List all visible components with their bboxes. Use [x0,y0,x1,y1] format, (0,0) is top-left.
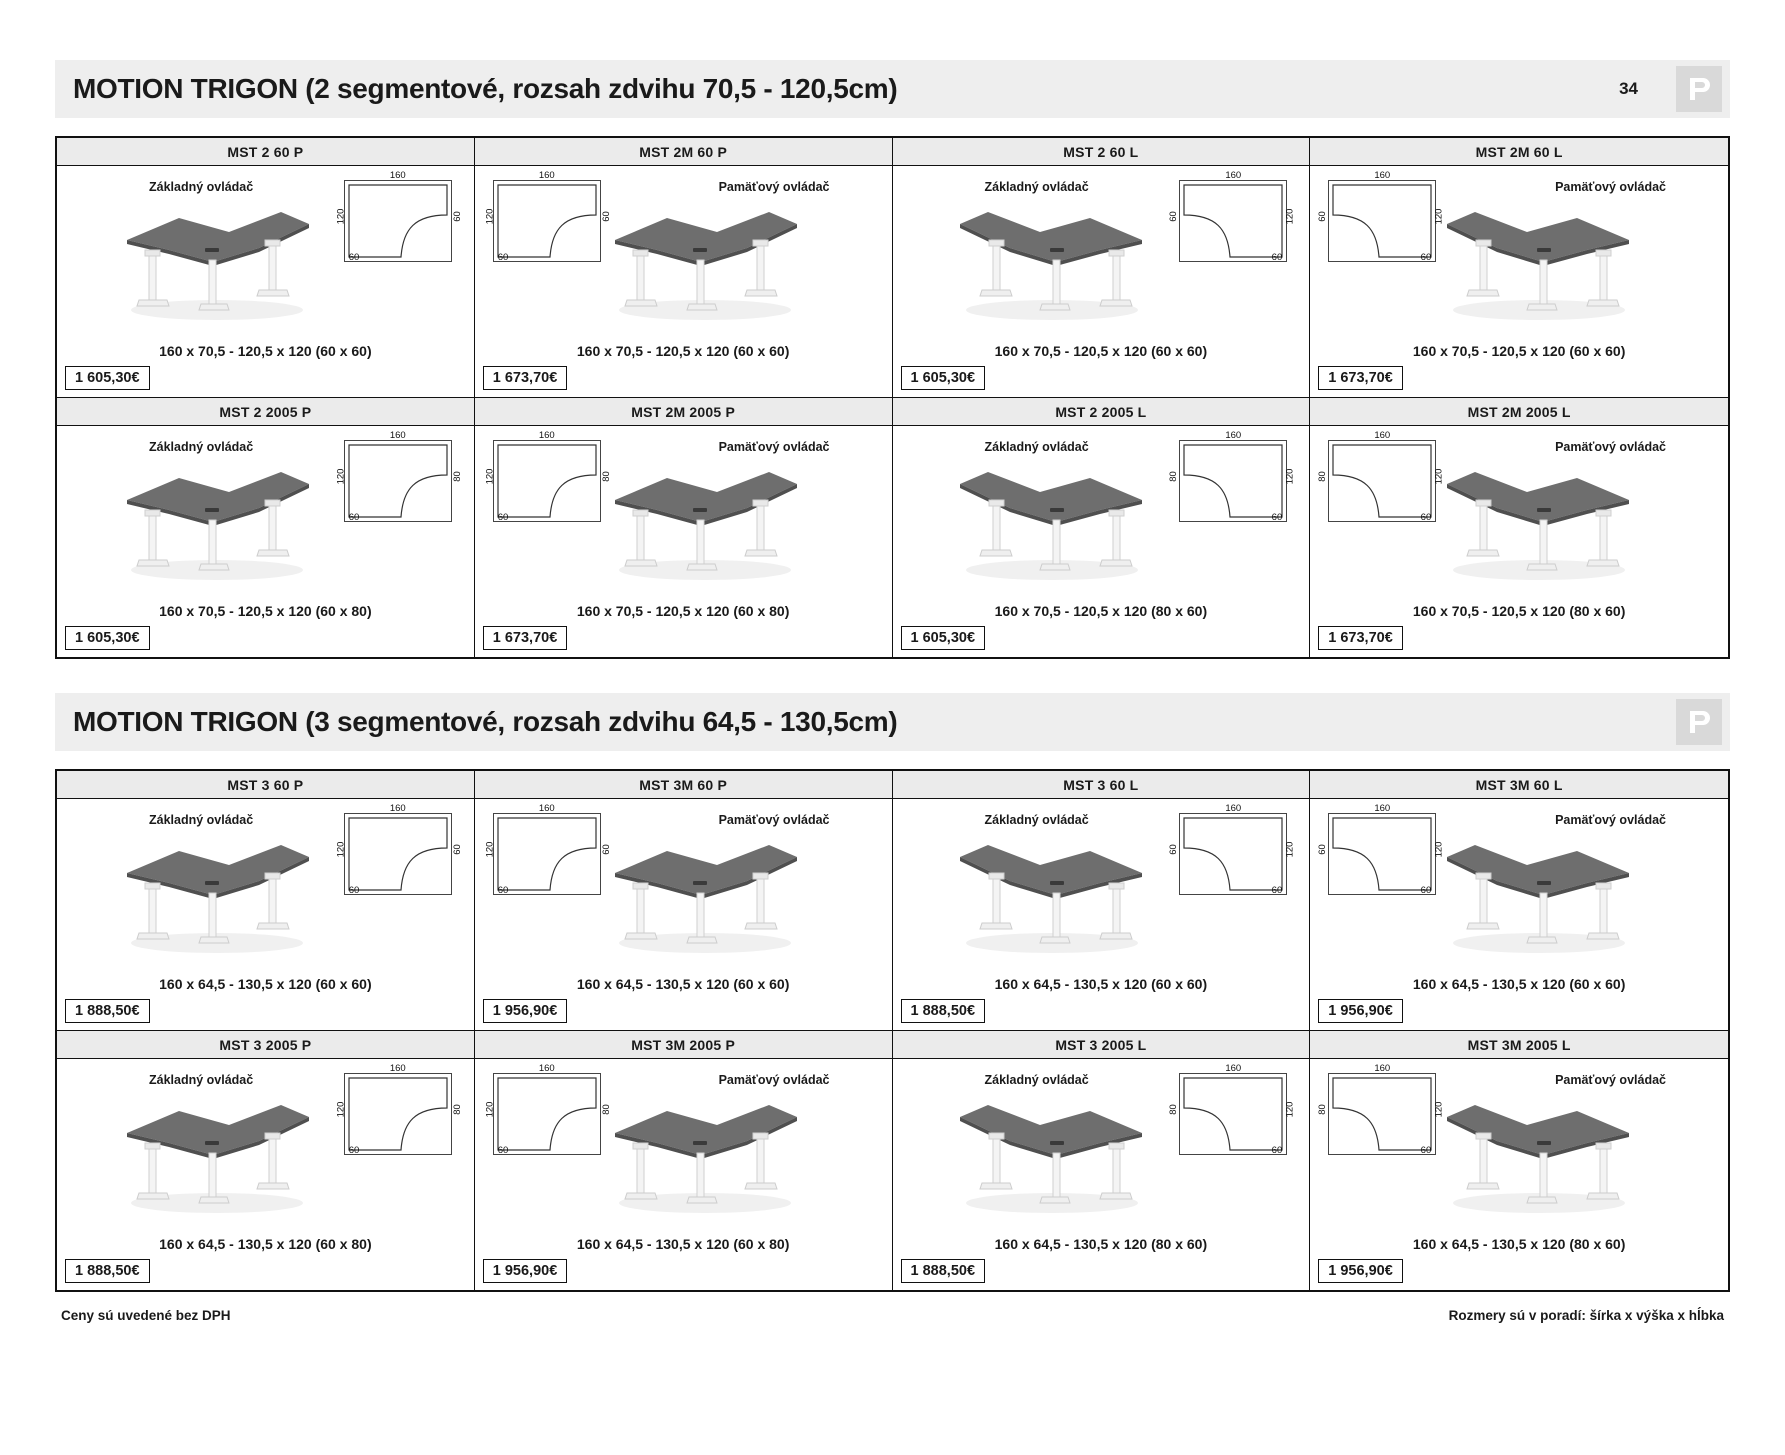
product-price: 1 673,70€ [483,366,568,390]
product-code: MST 2M 60 P [475,138,892,166]
plan-dim-top: 160 [538,803,555,814]
desk-render [109,821,324,961]
desk-render [597,448,812,588]
plan-dim-left: 60 [1317,844,1329,855]
controller-label: Pamäťový ovládač [1555,180,1666,194]
plan-dim-right: 120 [1433,208,1445,225]
plan-dim-left: 80 [1317,471,1329,482]
product-cell [57,398,475,657]
plan-dim-top: 160 [1374,1063,1391,1074]
controller-label: Základný ovládač [149,180,254,194]
plan-dim-top: 160 [389,803,406,814]
top-view-diagram [484,803,612,896]
top-view-diagram [1317,170,1445,263]
plan-dim-top: 160 [389,1063,406,1074]
plan-dim-top: 160 [538,170,555,181]
product-price: 1 888,50€ [901,999,986,1023]
product-illustration [475,166,892,341]
plan-dim-right: 120 [1433,1101,1445,1118]
desk-render [945,188,1160,328]
product-illustration [893,1059,1310,1234]
plan-dim-top: 160 [1225,1063,1242,1074]
product-dimensions: 160 x 64,5 - 130,5 x 120 (60 x 60) [159,976,372,992]
desk-render [109,188,324,328]
plan-dim-left: 120 [335,468,347,485]
product-code: MST 3M 60 L [1310,771,1728,799]
product-dimensions: 160 x 64,5 - 130,5 x 120 (60 x 80) [576,1236,790,1252]
plan-dim-bottom: 60 [1271,512,1283,523]
product-code: MST 3M 2005 L [1310,1031,1728,1059]
product-cell [893,1031,1311,1290]
product-illustration [475,426,892,601]
product-dimensions: 160 x 64,5 - 130,5 x 120 (60 x 80) [159,1236,372,1252]
top-view-diagram [1168,170,1296,263]
product-price: 1 888,50€ [65,1259,150,1283]
plan-dim-left: 120 [484,468,496,485]
product-dimensions: 160 x 70,5 - 120,5 x 120 (60 x 60) [576,343,790,359]
product-price: 1 673,70€ [1318,366,1403,390]
product-code: MST 3M 2005 P [475,1031,892,1059]
product-code: MST 2M 2005 L [1310,398,1728,426]
plan-dim-right: 60 [600,844,612,855]
desk-render [597,1081,812,1221]
section-header-2 [55,693,1730,751]
plan-dim-right: 120 [1433,841,1445,858]
plan-dim-top: 160 [1374,430,1391,441]
product-dimensions: 160 x 64,5 - 130,5 x 120 (80 x 60) [1412,1236,1626,1252]
product-dimensions: 160 x 70,5 - 120,5 x 120 (80 x 60) [1412,603,1626,619]
controller-label: Pamäťový ovládač [1555,440,1666,454]
plan-dim-top: 160 [1225,803,1242,814]
product-illustration [893,166,1310,341]
plan-dim-right: 120 [1284,208,1296,225]
plan-dim-top: 160 [1225,170,1242,181]
top-view-diagram [335,430,463,523]
product-code: MST 3 2005 P [57,1031,474,1059]
product-dimensions: 160 x 64,5 - 130,5 x 120 (60 x 60) [576,976,790,992]
plan-dim-bottom: 60 [1420,512,1432,523]
product-cell [1310,1031,1728,1290]
product-price: 1 605,30€ [901,366,986,390]
product-price: 1 888,50€ [65,999,150,1023]
plan-dim-left: 120 [484,208,496,225]
plan-dim-bottom: 60 [348,252,360,263]
page-footer [55,1292,1730,1323]
product-cell [57,138,475,398]
section-title: MOTION TRIGON (3 segmentové, rozsah zdvihu 64,5 - 130,5cm) [73,706,898,737]
product-illustration [1310,426,1728,601]
product-cell [57,1031,475,1290]
product-cell [475,138,893,398]
plan-dim-bottom: 60 [348,512,360,523]
footer-note-prices: Ceny sú uvedené bez DPH [61,1308,231,1323]
plan-dim-right: 60 [600,211,612,222]
product-illustration [57,799,474,974]
desk-render [597,821,812,961]
controller-label: Základný ovládač [149,1073,254,1087]
desk-render [109,448,324,588]
plan-dim-left: 120 [335,1101,347,1118]
controller-label: Pamäťový ovládač [1555,813,1666,827]
product-code: MST 2M 2005 P [475,398,892,426]
controller-label: Pamäťový ovládač [718,1073,830,1087]
product-dimensions: 160 x 70,5 - 120,5 x 120 (60 x 60) [159,343,372,359]
brand-logo-icon [1676,66,1722,112]
plan-dim-right: 60 [451,844,463,855]
plan-dim-top: 160 [538,1063,555,1074]
plan-dim-left: 60 [1168,844,1180,855]
plan-dim-left: 120 [335,841,347,858]
plan-dim-right: 80 [451,1104,463,1115]
plan-dim-right: 120 [1284,468,1296,485]
product-cell [893,771,1311,1031]
product-illustration [57,1059,474,1234]
product-dimensions: 160 x 64,5 - 130,5 x 120 (60 x 60) [994,976,1208,992]
product-dimensions: 160 x 70,5 - 120,5 x 120 (60 x 60) [1412,343,1626,359]
top-view-diagram [335,803,463,896]
controller-label: Základný ovládač [149,813,254,827]
top-view-diagram [335,1063,463,1156]
footer-note-dimensions: Rozmery sú v poradí: šírka x výška x hĺbka [1448,1308,1724,1323]
product-code: MST 3M 60 P [475,771,892,799]
controller-label: Základný ovládač [984,440,1089,454]
plan-dim-bottom: 60 [1271,885,1283,896]
product-cell [1310,398,1728,657]
plan-dim-left: 60 [1168,211,1180,222]
product-illustration [1310,1059,1728,1234]
product-price: 1 605,30€ [65,366,150,390]
product-dimensions: 160 x 70,5 - 120,5 x 120 (60 x 80) [576,603,790,619]
plan-dim-bottom: 60 [1420,252,1432,263]
product-price: 1 673,70€ [483,626,568,650]
product-illustration [475,799,892,974]
product-code: MST 2M 60 L [1310,138,1728,166]
top-view-diagram [1168,803,1296,896]
plan-dim-bottom: 60 [348,885,360,896]
desk-render [945,448,1160,588]
plan-dim-left: 120 [484,841,496,858]
controller-label: Základný ovládač [984,813,1089,827]
product-price: 1 888,50€ [901,1259,986,1283]
section-title: MOTION TRIGON (2 segmentové, rozsah zdvihu 70,5 - 120,5cm) [73,73,898,104]
controller-label: Základný ovládač [149,440,254,454]
plan-dim-bottom: 60 [1271,1145,1283,1156]
desk-render [945,821,1160,961]
product-illustration [893,426,1310,601]
plan-dim-left: 60 [1317,211,1329,222]
product-grid-1 [55,136,1730,659]
product-price: 1 956,90€ [483,999,568,1023]
plan-dim-right: 80 [600,1104,612,1115]
product-cell [893,138,1311,398]
product-price: 1 605,30€ [65,626,150,650]
product-cell [57,771,475,1031]
controller-label: Základný ovládač [984,1073,1089,1087]
product-price: 1 956,90€ [483,1259,568,1283]
top-view-diagram [1168,1063,1296,1156]
controller-label: Pamäťový ovládač [718,180,830,194]
plan-dim-bottom: 60 [497,252,509,263]
section-header-1 [55,60,1730,118]
product-illustration [893,799,1310,974]
top-view-diagram [1168,430,1296,523]
product-code: MST 2 60 L [893,138,1310,166]
plan-dim-top: 160 [389,170,406,181]
product-dimensions: 160 x 64,5 - 130,5 x 120 (60 x 60) [1412,976,1626,992]
top-view-diagram [484,430,612,523]
product-cell [475,398,893,657]
plan-dim-right: 120 [1433,468,1445,485]
plan-dim-top: 160 [1374,803,1391,814]
product-dimensions: 160 x 70,5 - 120,5 x 120 (60 x 80) [159,603,372,619]
plan-dim-bottom: 60 [1420,885,1432,896]
product-cell [1310,771,1728,1031]
plan-dim-bottom: 60 [497,512,509,523]
product-cell [893,398,1311,657]
product-price: 1 956,90€ [1318,1259,1403,1283]
brand-logo-icon [1676,699,1722,745]
plan-dim-bottom: 60 [1271,252,1283,263]
top-view-diagram [1317,803,1445,896]
plan-dim-right: 120 [1284,841,1296,858]
plan-dim-right: 60 [451,211,463,222]
product-illustration [57,166,474,341]
product-dimensions: 160 x 70,5 - 120,5 x 120 (80 x 60) [994,603,1208,619]
desk-render [597,188,812,328]
plan-dim-left: 80 [1168,471,1180,482]
plan-dim-right: 120 [1284,1101,1296,1118]
plan-dim-left: 120 [484,1101,496,1118]
product-code: MST 3 2005 L [893,1031,1310,1059]
desk-render [1432,448,1647,588]
desk-render [1432,1081,1647,1221]
product-cell [475,771,893,1031]
plan-dim-right: 80 [600,471,612,482]
top-view-diagram [484,170,612,263]
controller-label: Základný ovládač [984,180,1089,194]
plan-dim-top: 160 [1225,430,1242,441]
product-code: MST 2 60 P [57,138,474,166]
plan-dim-top: 160 [1374,170,1391,181]
product-dimensions: 160 x 70,5 - 120,5 x 120 (60 x 60) [994,343,1208,359]
product-code: MST 2 2005 P [57,398,474,426]
plan-dim-left: 120 [335,208,347,225]
product-code: MST 3 60 P [57,771,474,799]
plan-dim-bottom: 60 [1420,1145,1432,1156]
product-grid-2 [55,769,1730,1292]
product-illustration [475,1059,892,1234]
plan-dim-bottom: 60 [348,1145,360,1156]
product-dimensions: 160 x 64,5 - 130,5 x 120 (80 x 60) [994,1236,1208,1252]
product-illustration [1310,166,1728,341]
product-price: 1 956,90€ [1318,999,1403,1023]
product-price: 1 605,30€ [901,626,986,650]
product-illustration [57,426,474,601]
top-view-diagram [335,170,463,263]
desk-render [945,1081,1160,1221]
product-code: MST 2 2005 L [893,398,1310,426]
product-price: 1 673,70€ [1318,626,1403,650]
page-number: 34 [1619,79,1638,98]
top-view-diagram [1317,430,1445,523]
product-illustration [1310,799,1728,974]
plan-dim-left: 80 [1317,1104,1329,1115]
plan-dim-bottom: 60 [497,1145,509,1156]
top-view-diagram [1317,1063,1445,1156]
product-code: MST 3 60 L [893,771,1310,799]
plan-dim-left: 80 [1168,1104,1180,1115]
product-cell [475,1031,893,1290]
desk-render [1432,821,1647,961]
controller-label: Pamäťový ovládač [1555,1073,1666,1087]
plan-dim-top: 160 [538,430,555,441]
controller-label: Pamäťový ovládač [718,440,830,454]
plan-dim-bottom: 60 [497,885,509,896]
top-view-diagram [484,1063,612,1156]
plan-dim-right: 80 [451,471,463,482]
desk-render [109,1081,324,1221]
product-cell [1310,138,1728,398]
desk-render [1432,188,1647,328]
controller-label: Pamäťový ovládač [718,813,830,827]
plan-dim-top: 160 [389,430,406,441]
